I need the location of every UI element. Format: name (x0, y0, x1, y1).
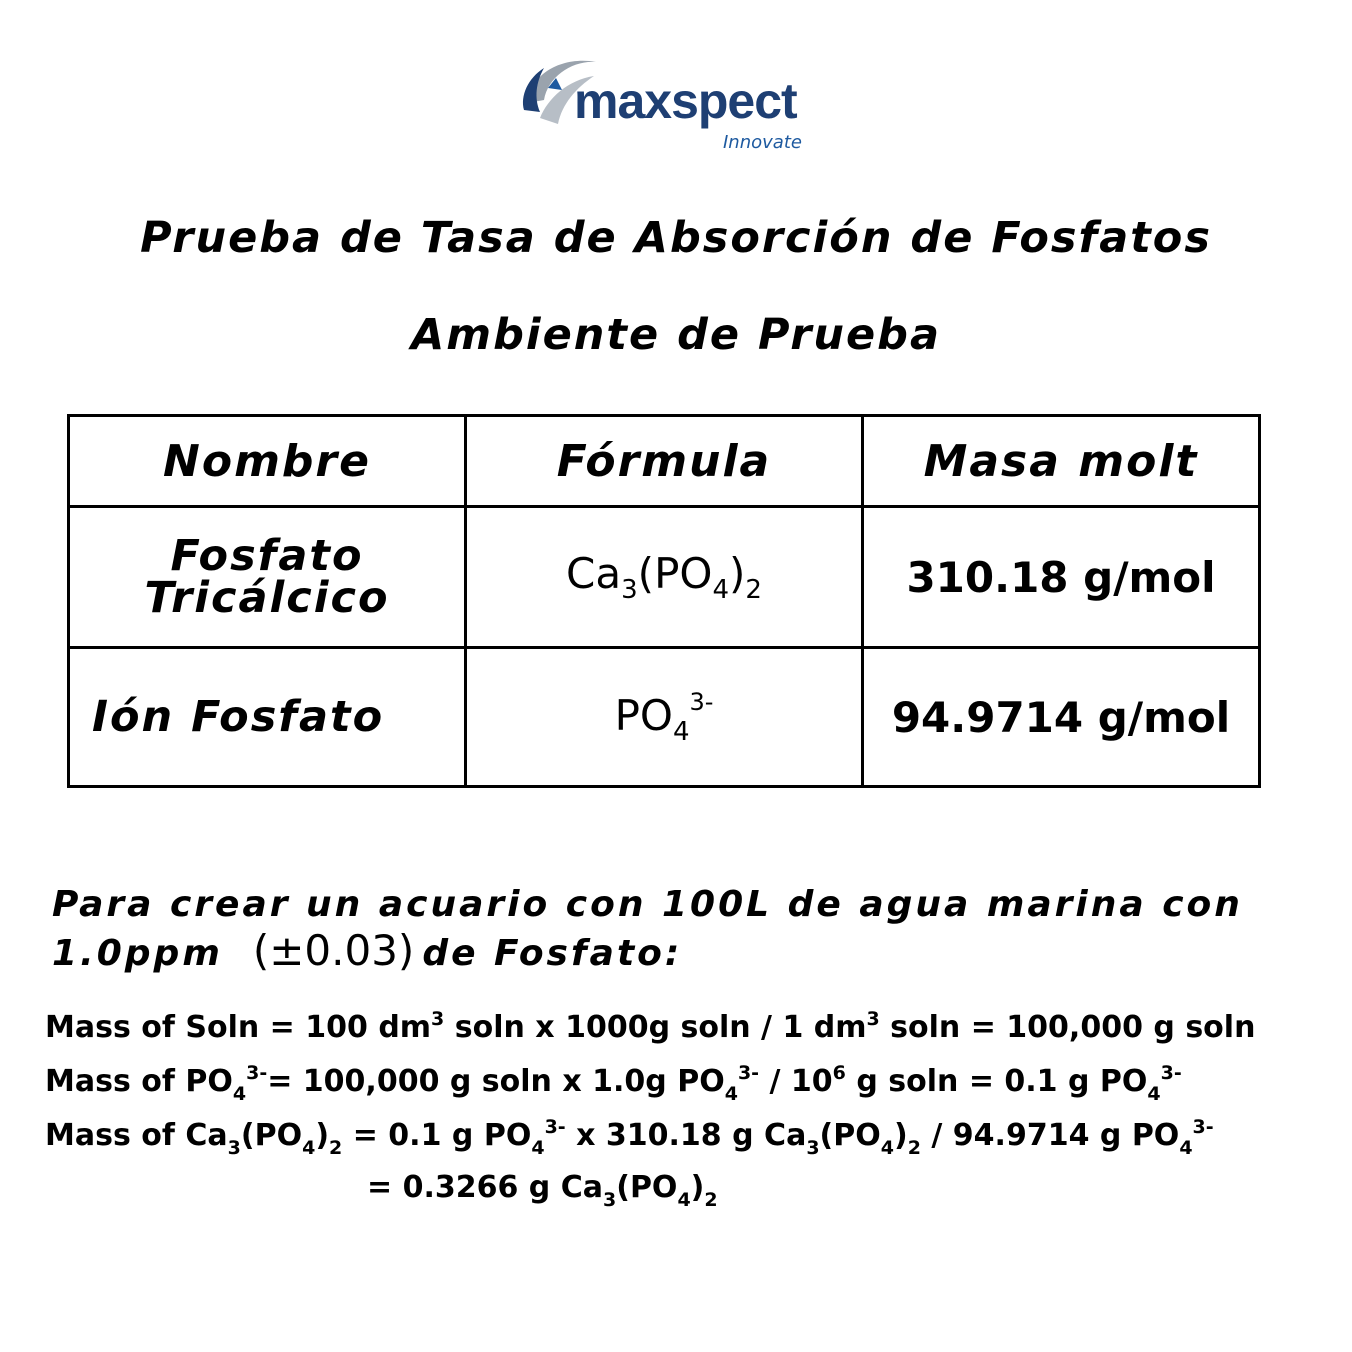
name-cell: Ión Fosfato (69, 648, 466, 787)
brand-tagline: Innovate (723, 132, 802, 153)
intro-ppm: 1.0ppm (52, 933, 223, 974)
tolerance: (±0.03) (252, 926, 415, 975)
intro-line-2 (52, 928, 1243, 977)
maxspect-logo (518, 48, 828, 163)
name-line: Fosfato (170, 530, 364, 581)
formula-cell: $Ca_3(PO_4)_2$ (466, 507, 863, 648)
brand-name: maxspect (574, 73, 797, 129)
formula-cell: $PO_4^{3-}$ (466, 648, 863, 787)
intro-fosfato: de Fosfato: (422, 933, 683, 974)
properties-table (67, 414, 1261, 788)
page-subtitle: Ambiente de Prueba (411, 310, 941, 360)
calc-line: Mass of Soln = 100 $dm^3$ soln x 1000g soln / 1 $dm^3$ soln = 100,000 g soln (45, 1008, 1256, 1045)
mass-cell: 94.9714 g/mol (863, 648, 1260, 787)
calc-line: Mass of $PO_4^{3-}= 100,000$ g soln x 1.0g $PO_4^{3-} / 10^6$ g soln = 0.1 g $PO_4^{3-}$ (45, 1062, 1182, 1105)
header-masa: Masa molt (863, 416, 1260, 507)
intro-text (52, 882, 1243, 977)
header-formula: Fórmula (466, 416, 863, 507)
table-header-row (69, 416, 1260, 507)
calc-line: Mass of $Ca_3(PO_4)_2 = 0.1$ g $PO_4^{3-}$ x 310.18 g $Ca_3(PO_4)_2 / 94.9714$ g $PO_4^{3-}$ (45, 1116, 1214, 1159)
intro-line-1: Para crear un acuario con 100L de agua marina con (52, 884, 1243, 925)
table-row (69, 648, 1260, 787)
header-nombre: Nombre (69, 416, 466, 507)
table-row (69, 507, 1260, 648)
mass-cell: 310.18 g/mol (863, 507, 1260, 648)
name-cell (69, 507, 466, 648)
name-line: Tricálcico (144, 573, 390, 623)
page-title: Prueba de Tasa de Absorción de Fosfatos (140, 213, 1212, 263)
calc-line: = 0.3266 g $Ca_3(PO_4)_2$ (367, 1170, 718, 1211)
